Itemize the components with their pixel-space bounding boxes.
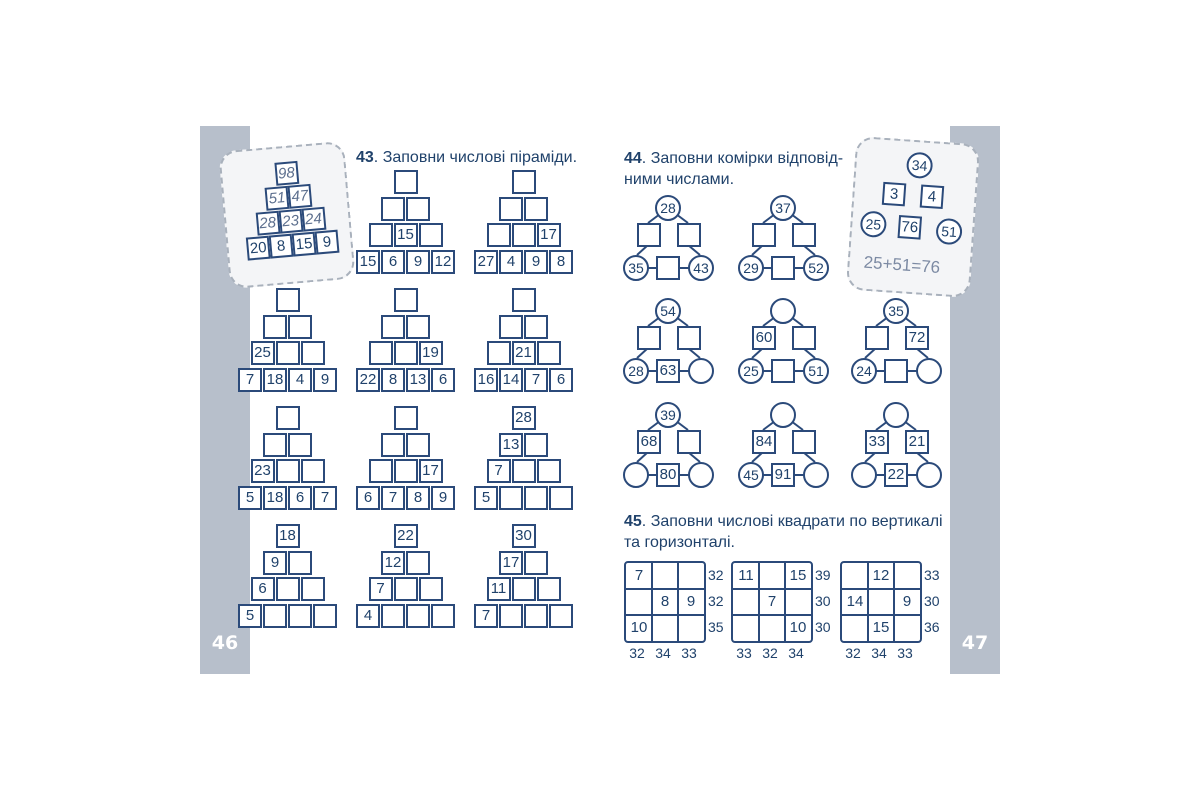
square-empty-cell[interactable]	[759, 615, 785, 641]
square-cell: 11	[738, 567, 754, 584]
square-cell: 8	[660, 593, 670, 610]
square-cell: 10	[630, 619, 648, 636]
ex43-text: . Заповни числові піраміди.	[373, 149, 578, 166]
column-sum: 32	[762, 645, 778, 661]
row-sum: 32	[708, 567, 724, 583]
square-empty-cell[interactable]	[733, 615, 759, 641]
example-pyramid-cell: 23	[278, 209, 303, 234]
pyramid-11-cell: 11	[487, 577, 511, 601]
square-cell: 7	[767, 593, 777, 610]
pyramid-10-cell: 7	[369, 577, 393, 601]
triangle-right-empty-square[interactable]	[677, 430, 701, 454]
square-cell: 9	[686, 593, 696, 610]
triangle-bottom-left-empty-circle[interactable]	[623, 462, 649, 488]
ex45-text-line1: . Заповни числові квадрати по вертикалі	[641, 513, 943, 530]
triangle-middle-empty-square[interactable]	[771, 256, 795, 280]
triangle-middle-empty-square[interactable]	[656, 256, 680, 280]
column-sum: 32	[629, 645, 645, 661]
example-right-square: 4	[920, 184, 945, 209]
square-empty-cell[interactable]	[652, 615, 678, 641]
pyramid-1-cell: 9	[406, 250, 430, 274]
pyramid-7-cell: 8	[406, 486, 430, 510]
pyramid-5-cell: 6	[549, 368, 573, 392]
square-empty-cell[interactable]	[626, 589, 652, 615]
pyramid-8-cell: 13	[499, 433, 523, 457]
example-pyramid-cell: 24	[301, 207, 326, 232]
triangle-bottom-right-empty-circle[interactable]	[688, 462, 714, 488]
pyramid-6-cell: 5	[238, 486, 262, 510]
pyramid-11-cell: 7	[474, 604, 498, 628]
square-empty-cell[interactable]	[894, 615, 920, 641]
triangle-middle-empty-square[interactable]	[884, 359, 908, 383]
example-left-square: 3	[882, 182, 907, 207]
pyramid-3-cell: 18	[263, 368, 287, 392]
pyramid-6-cell: 6	[288, 486, 312, 510]
ex44-number: 44	[624, 150, 642, 167]
column-sum: 34	[655, 645, 671, 661]
pyramid-1-cell: 15	[356, 250, 380, 274]
pyramid-2-cell: 27	[474, 250, 498, 274]
pyramid-11-cell: 17	[499, 551, 523, 575]
pyramid-1-cell: 15	[394, 223, 418, 247]
triangle-bottom-left-circle: 24	[851, 358, 877, 384]
ex45-text-line2: та горизонталі.	[624, 534, 735, 551]
example-sum-hint: 25+51=76	[863, 252, 941, 277]
square-empty-cell[interactable]	[868, 589, 894, 615]
triangle-bottom-left-circle: 35	[623, 255, 649, 281]
pyramid-5-cell: 7	[524, 368, 548, 392]
pyramid-10-cell: 4	[356, 604, 380, 628]
row-sum: 30	[815, 619, 831, 635]
triangle-bottom-right-circle: 52	[803, 255, 829, 281]
pyramid-9-cell: 9	[263, 551, 287, 575]
triangle-bottom-left-circle: 29	[738, 255, 764, 281]
square-empty-cell[interactable]	[759, 563, 785, 589]
triangle-right-empty-square[interactable]	[792, 326, 816, 350]
triangle-bottom-left-empty-circle[interactable]	[851, 462, 877, 488]
triangle-bottom-right-empty-circle[interactable]	[688, 358, 714, 384]
pyramid-8-cell: 7	[487, 459, 511, 483]
pyramid-5-cell: 21	[512, 341, 536, 365]
triangle-left-empty-square[interactable]	[637, 326, 661, 350]
example-middle-square: 76	[897, 215, 922, 240]
pyramid-6-cell: 18	[263, 486, 287, 510]
triangle-middle-square: 63	[656, 359, 680, 383]
row-sum: 30	[815, 593, 831, 609]
column-sum: 33	[897, 645, 913, 661]
pyramid-7-cell: 17	[419, 459, 443, 483]
number-square-2	[731, 561, 813, 643]
page-number-right: 47	[961, 632, 989, 654]
pyramid-3-cell: 7	[238, 368, 262, 392]
example-bottom-right-circle: 51	[935, 218, 963, 246]
square-cell: 10	[789, 619, 807, 636]
pyramid-3-cell: 9	[313, 368, 337, 392]
pyramid-4-cell: 13	[406, 368, 430, 392]
example-pyramid-cell: 28	[255, 211, 280, 236]
row-sum: 32	[708, 593, 724, 609]
number-square-1	[624, 561, 706, 643]
row-sum: 39	[815, 567, 831, 583]
pyramid-1-cell: 6	[381, 250, 405, 274]
pyramid-6-cell: 23	[251, 459, 275, 483]
pyramid-11-cell: 30	[512, 524, 536, 548]
square-cell: 9	[902, 593, 912, 610]
pyramid-4-cell: 19	[419, 341, 443, 365]
pyramid-5-cell: 14	[499, 368, 523, 392]
pyramid-1-cell: 12	[431, 250, 455, 274]
pyramid-3-cell: 4	[288, 368, 312, 392]
example-bottom-left-circle: 25	[860, 210, 888, 238]
pyramid-2-cell: 9	[524, 250, 548, 274]
triangle-left-square: 60	[752, 326, 776, 350]
triangle-right-square: 21	[905, 430, 929, 454]
page-number-left: 46	[211, 632, 239, 654]
square-empty-cell[interactable]	[678, 615, 704, 641]
triangle-bottom-left-circle: 25	[738, 358, 764, 384]
example-pyramid-cell: 98	[274, 161, 299, 186]
pyramid-2-cell: 4	[499, 250, 523, 274]
pyramid-7-cell: 6	[356, 486, 380, 510]
square-cell: 12	[872, 567, 890, 584]
ex45-number: 45	[624, 513, 642, 530]
ex45-title	[624, 511, 943, 553]
square-empty-cell[interactable]	[842, 615, 868, 641]
ex44-text-line2: ними числами.	[624, 171, 735, 188]
pyramid-6-cell: 7	[313, 486, 337, 510]
square-empty-cell[interactable]	[678, 563, 704, 589]
triangle-bottom-right-circle: 43	[688, 255, 714, 281]
pyramid-9-cell: 6	[251, 577, 275, 601]
row-sum: 30	[924, 593, 940, 609]
triangle-top-empty-circle[interactable]	[770, 298, 796, 324]
triangle-middle-empty-square[interactable]	[771, 359, 795, 383]
pyramid-4-cell: 8	[381, 368, 405, 392]
column-sum: 33	[736, 645, 752, 661]
pyramid-8-cell: 28	[512, 406, 536, 430]
pyramid-7-cell: 9	[431, 486, 455, 510]
triangle-bottom-left-circle: 45	[738, 462, 764, 488]
pyramid-8-cell: 5	[474, 486, 498, 510]
triangle-top-empty-circle[interactable]	[770, 402, 796, 428]
triangle-bottom-left-circle: 28	[623, 358, 649, 384]
example-pyramid-cell: 20	[246, 236, 271, 261]
ex44-text-line1: . Заповни комірки відповід-	[641, 150, 844, 167]
pyramid-3-cell: 25	[251, 341, 275, 365]
example-pyramid-cell: 9	[315, 230, 340, 255]
ex43-number: 43	[356, 149, 374, 166]
triangle-top-circle: 39	[655, 402, 681, 428]
triangle-left-empty-square[interactable]	[752, 223, 776, 247]
pyramid-4-cell: 6	[431, 368, 455, 392]
triangle-left-square: 84	[752, 430, 776, 454]
triangle-top-circle: 35	[883, 298, 909, 324]
triangle-middle-square: 22	[884, 463, 908, 487]
triangle-left-empty-square[interactable]	[865, 326, 889, 350]
pyramid-7-cell: 7	[381, 486, 405, 510]
column-sum: 33	[681, 645, 697, 661]
triangle-right-empty-square[interactable]	[792, 430, 816, 454]
square-empty-cell[interactable]	[733, 589, 759, 615]
example-pyramid-cell: 47	[287, 184, 312, 209]
square-cell: 7	[634, 567, 644, 584]
pyramid-4-cell: 22	[356, 368, 380, 392]
example-pyramid-cell: 15	[292, 232, 317, 257]
row-sum: 33	[924, 567, 940, 583]
triangle-bottom-right-empty-circle[interactable]	[803, 462, 829, 488]
triangle-right-square: 72	[905, 326, 929, 350]
column-sum: 32	[845, 645, 861, 661]
triangle-right-empty-square[interactable]	[792, 223, 816, 247]
triangle-top-circle: 28	[655, 195, 681, 221]
square-cell: 15	[872, 619, 890, 636]
pyramid-10-cell: 22	[394, 524, 418, 548]
triangle-top-circle: 54	[655, 298, 681, 324]
row-sum: 36	[924, 619, 940, 635]
example-pyramid-cell: 8	[269, 234, 294, 259]
column-sum: 34	[788, 645, 804, 661]
square-empty-cell[interactable]	[785, 589, 811, 615]
pyramid-9-cell: 5	[238, 604, 262, 628]
triangle-bottom-right-circle: 51	[803, 358, 829, 384]
pyramid-2-cell: 8	[549, 250, 573, 274]
row-sum: 35	[708, 619, 724, 635]
triangle-bottom-right-empty-circle[interactable]	[916, 462, 942, 488]
pyramid-5-cell: 16	[474, 368, 498, 392]
triangle-middle-square: 91	[771, 463, 795, 487]
pyramid-10-cell: 12	[381, 551, 405, 575]
square-empty-cell[interactable]	[894, 563, 920, 589]
triangle-right-empty-square[interactable]	[677, 223, 701, 247]
triangle-top-circle: 37	[770, 195, 796, 221]
triangle-bottom-right-empty-circle[interactable]	[916, 358, 942, 384]
triangle-top-empty-circle[interactable]	[883, 402, 909, 428]
triangle-left-square: 33	[865, 430, 889, 454]
square-empty-cell[interactable]	[842, 563, 868, 589]
square-cell: 14	[846, 593, 864, 610]
triangle-left-square: 68	[637, 430, 661, 454]
number-square-3	[840, 561, 922, 643]
triangle-right-empty-square[interactable]	[677, 326, 701, 350]
example-top-circle: 34	[906, 151, 934, 179]
example-pyramid-cell: 51	[265, 186, 290, 211]
column-sum: 34	[871, 645, 887, 661]
square-cell: 15	[789, 567, 807, 584]
triangle-middle-square: 80	[656, 463, 680, 487]
pyramid-9-cell: 18	[276, 524, 300, 548]
square-empty-cell[interactable]	[652, 563, 678, 589]
pyramid-2-cell: 17	[537, 223, 561, 247]
triangle-left-empty-square[interactable]	[637, 223, 661, 247]
